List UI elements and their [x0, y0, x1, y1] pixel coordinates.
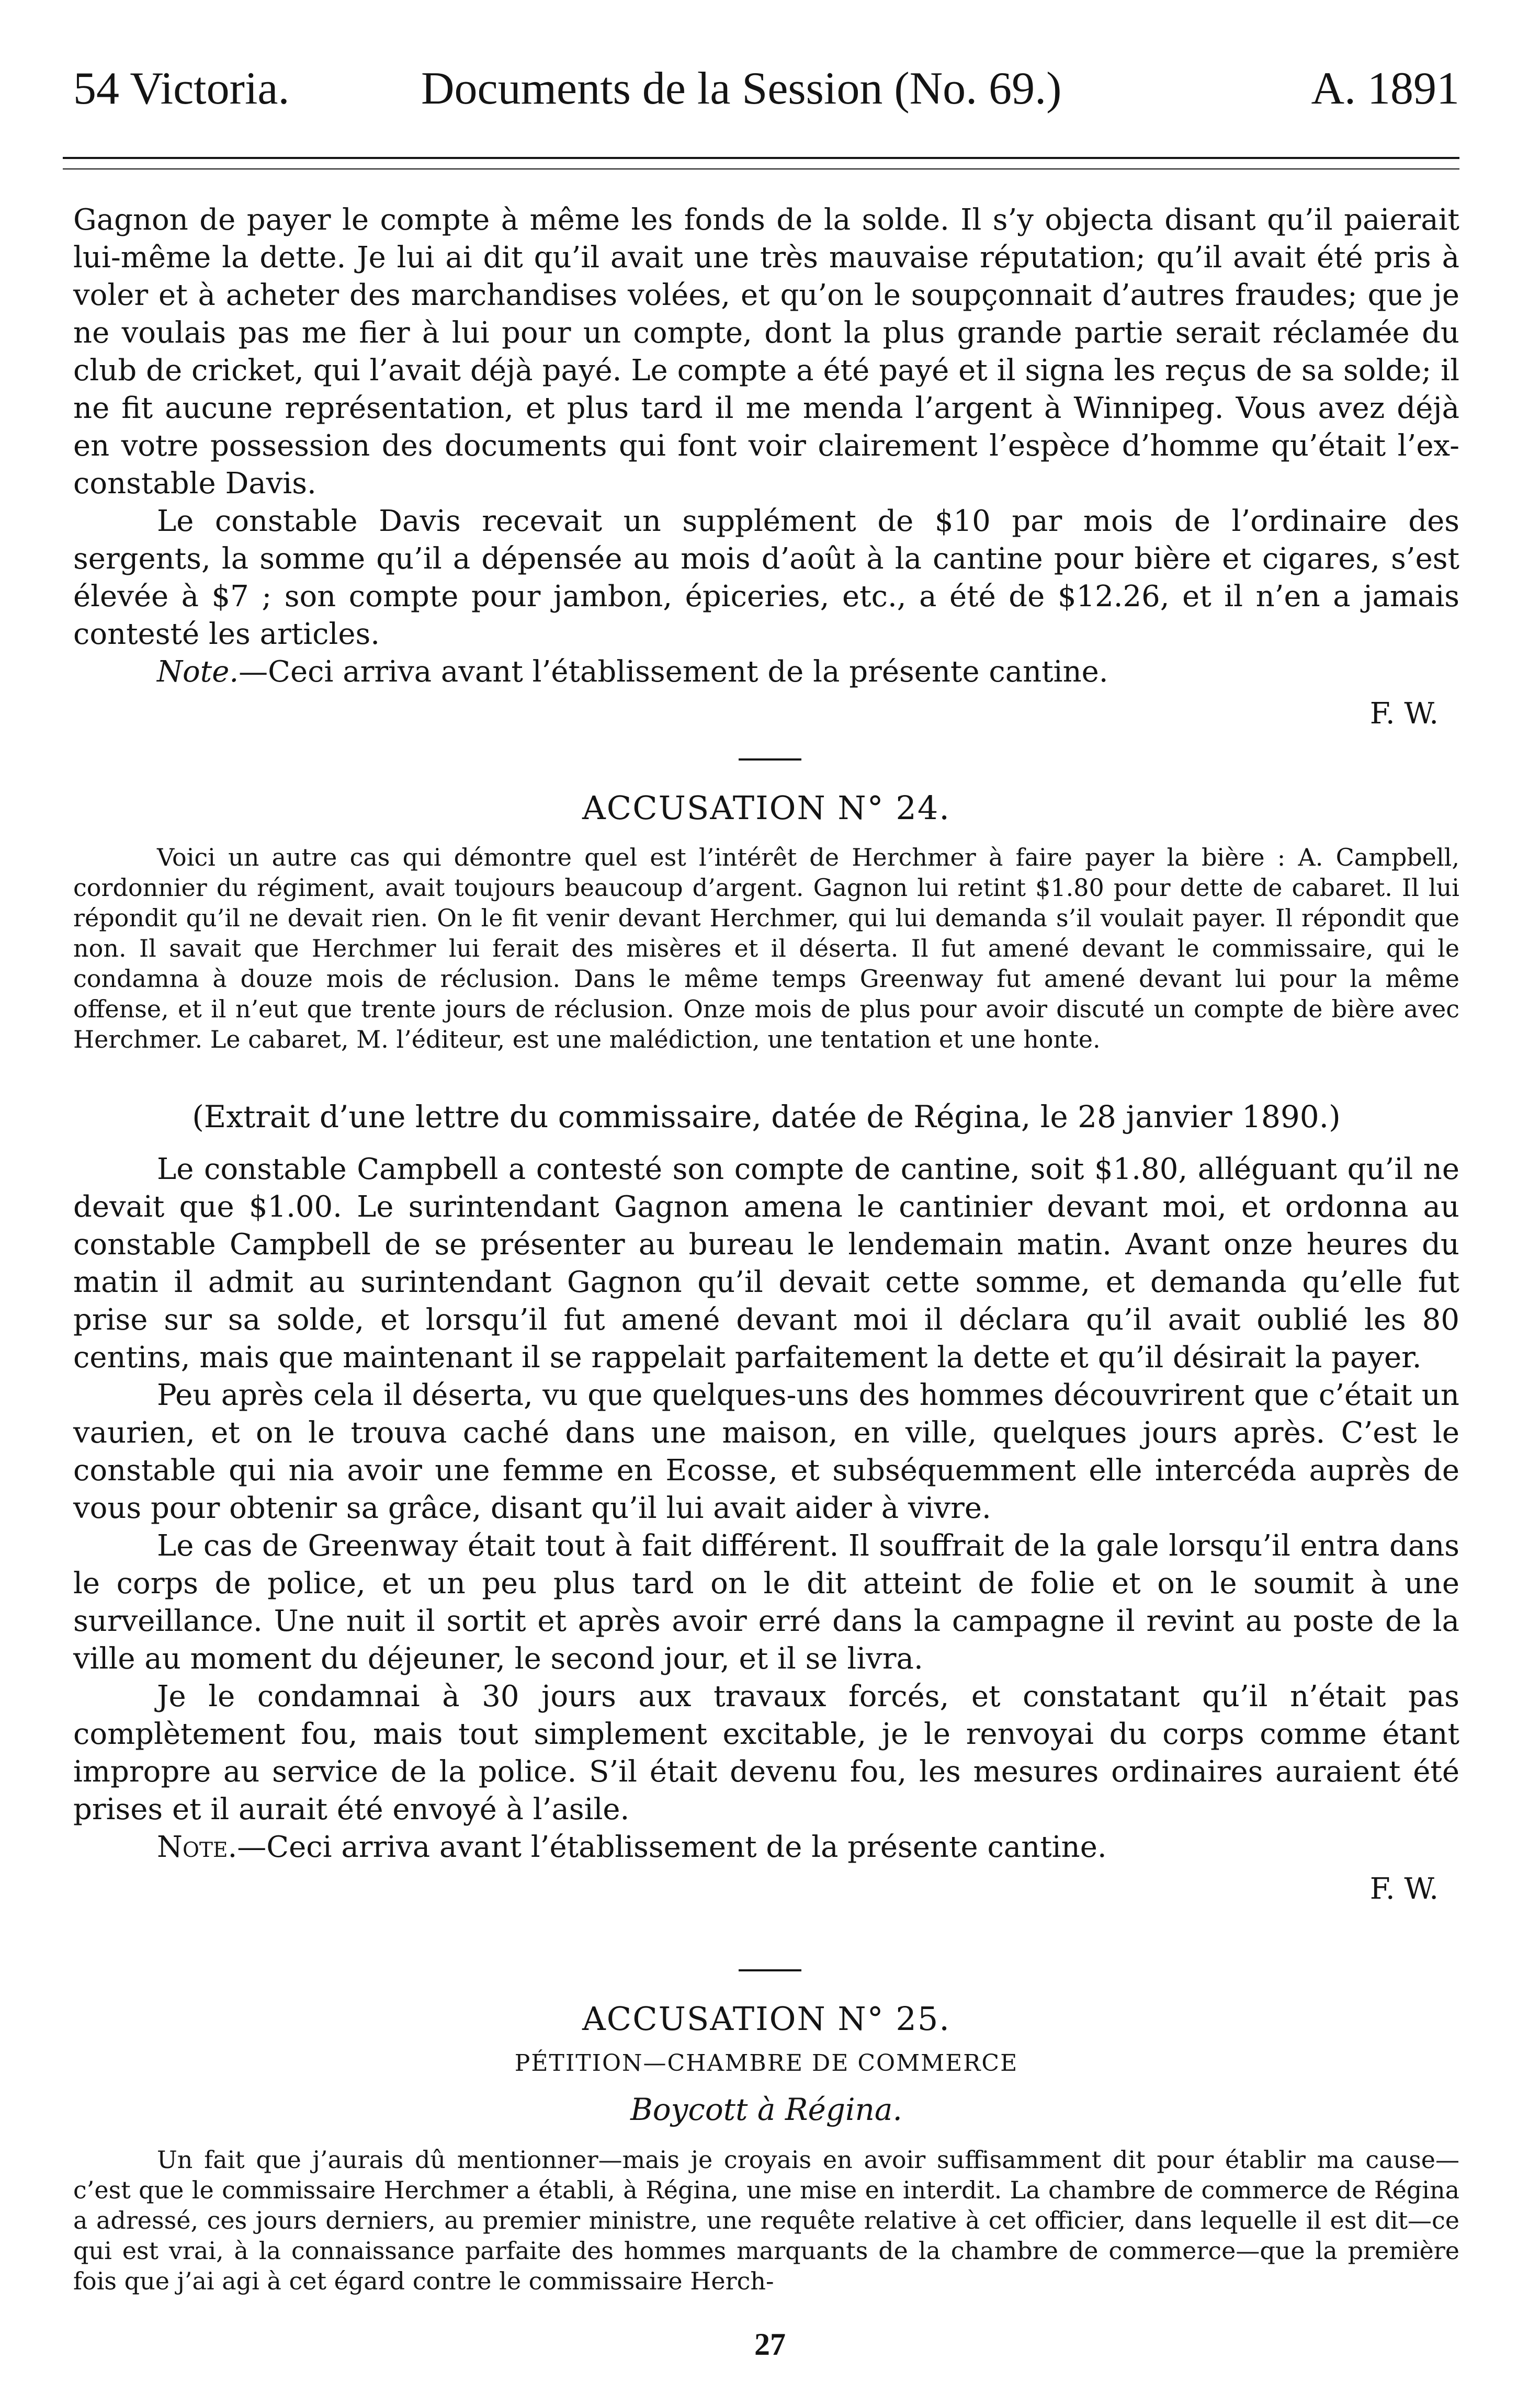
accusation-25-title: ACCUSATION N° 25.: [582, 2000, 950, 2038]
accusation-24-summary: [73, 842, 1459, 1054]
accusation-24-note-label: Note.: [157, 1830, 237, 1864]
accusation-24-note-text: —Ceci arriva avant l’établissement de la présente cantine.: [237, 1830, 1107, 1864]
accusation-24-title: ACCUSATION N° 24.: [582, 789, 950, 827]
accusation-25-paragraph-1: Un fait que j’aurais dû mentionner—mais je croyais en avoir suffisamment dit pour établir ma cause—c’est que le commissaire Herchmer a établi, à Régina, une mise en interdit. La chambre de commerce de Régina a adressé, ces jours derniers, au premier ministre, une requête relative à cet officier, dans lequelle il est dit—ce qui est vrai, à la connaissance parfaite des hommes marquants de la chambre de commerce—que la première fois que j’ai agi à cet égard contre le commissaire Herch-: [73, 2146, 1459, 2295]
accusation-24-signature: F. W.: [1369, 1872, 1439, 1906]
header-document-title: Documents de la Session (No. 69.): [421, 63, 1062, 114]
intro-note-label: Note.: [157, 655, 239, 689]
page-number: 27: [754, 2327, 786, 2362]
header-volume: 54 Victoria.: [73, 63, 290, 114]
accusation-24-note: [73, 1829, 1459, 1866]
accusation-24-paragraph-1: Le constable Campbell a contesté son compte de cantine, soit $1.80, alléguant qu’il ne devait que $1.00. Le surintendant Gagnon amena le cantinier devant moi, et ordonna au constable Campbell de se présenter au bureau le lendemain matin. Avant onze heures du matin il admit au surintendant Gagnon qu’il devait cette somme, et demanda qu’elle fut prise sur sa solde, et lorsqu’il fut amené devant moi il déclara qu’il avait oublié les 80 centins, mais que maintenant il se rappelait parfaitement la dette et qu’il désirait la payer.: [73, 1152, 1459, 1375]
header-rule-thick: [63, 157, 1459, 159]
accusation-24-body: [73, 1151, 1459, 1908]
header-year: A. 1891: [1311, 63, 1459, 114]
intro-paragraph-1: Gagnon de payer le compte à même les fonds de la solde. Il s’y objecta disant qu’il paierait lui-même la dette. Je lui ai dit qu’il avait une très mauvaise réputation; qu’il avait été pris à voler et à acheter des marchandises volées, et qu’on le soupçonnait d’autres fraudes; que je ne voulais pas me fier à lui pour un compte, dont la plus grande partie serait réclamée du club de cricket, qui l’avait déjà payé. Le compte a été payé et il signa les reçus de sa solde; il ne fit aucune représentation, et plus tard il me menda l’argent à Winnipeg. Vous avez déjà en votre possession des documents qui font voir clairement l’espèce d’homme qu’était l’ex-constable Davis.: [73, 203, 1459, 501]
intro-paragraph-2: Le constable Davis recevait un supplément de $10 par mois de l’ordinaire des sergents, la somme qu’il a dépensée au mois d’août à la cantine pour bière et cigares, s’est élevée à $7 ; son compte pour jambon, épiceries, etc., a été de $12.26, et il n’en a jamais contesté les articles.: [73, 504, 1459, 651]
accusation-25-heading: Boycott à Régina.: [630, 2092, 902, 2127]
accusation-25-body: [73, 2145, 1459, 2296]
intro-signature: F. W.: [1369, 697, 1439, 731]
intro-note-text: —Ceci arriva avant l’établissement de la présente cantine.: [239, 655, 1108, 689]
header-rule-thin: [63, 168, 1459, 169]
accusation-24-paragraph-2: Peu après cela il déserta, vu que quelques-uns des hommes découvrirent que c’était un vaurien, et on le trouva caché dans une maison, en ville, quelques jours après. C’est le constable qui nia avoir une femme en Ecosse, et subséquemment elle intercéda auprès de vous pour obtenir sa grâce, disant qu’il lui avait aider à vivre.: [73, 1378, 1459, 1525]
intro-note: [73, 653, 1459, 691]
page-header: [73, 55, 1459, 123]
section-intro: [73, 201, 1459, 733]
accusation-24-extract: (Extrait d’une lettre du commissaire, datée de Régina, le 28 janvier 1890.): [192, 1099, 1341, 1135]
section-divider-2: [739, 1969, 801, 1971]
section-divider: [739, 758, 801, 761]
accusation-24-summary-text: Voici un autre cas qui démontre quel est l’intérêt de Herchmer à faire payer la bière : A. Campbell, cordonnier du régiment, avait toujours beaucoup d’argent. Gagnon lui retint $1.80 pour dette de cabaret. Il lui répondit qu’il ne devait rien. On le fit venir devant Herchmer, qui lui demanda s’il voulait payer. Il répondit que non. Il savait que Herchmer lui ferait des misères et il déserta. Il fut amené devant le commissaire, qui le condamna à douze mois de réclusion. Dans le même temps Greenway fut amené devant lui pour la même offense, et il n’eut que trente jours de réclusion. Onze mois de plus pour avoir discuté un compte de bière avec Herchmer. Le cabaret, M. l’éditeur, est une malédiction, une tentation et une honte.: [73, 843, 1459, 1053]
accusation-24-paragraph-3: Le cas de Greenway était tout à fait différent. Il souffrait de la gale lorsqu’il entra dans le corps de police, et un peu plus tard on le dit atteint de folie et on le soumit à une surveillance. Une nuit il sortit et après avoir erré dans la campagne il revint au poste de la ville au moment du déjeuner, le second jour, et il se livra.: [73, 1529, 1459, 1676]
accusation-25-subtitle: PÉTITION—CHAMBRE DE COMMERCE: [514, 2050, 1018, 2077]
accusation-24-paragraph-4: Je le condamnai à 30 jours aux travaux forcés, et constatant qu’il n’était pas complètement fou, mais tout simplement excitable, je le renvoyai du corps comme étant impropre au service de la police. S’il était devenu fou, les mesures ordinaires auraient été prises et il aurait été envoyé à l’asile.: [73, 1680, 1459, 1827]
